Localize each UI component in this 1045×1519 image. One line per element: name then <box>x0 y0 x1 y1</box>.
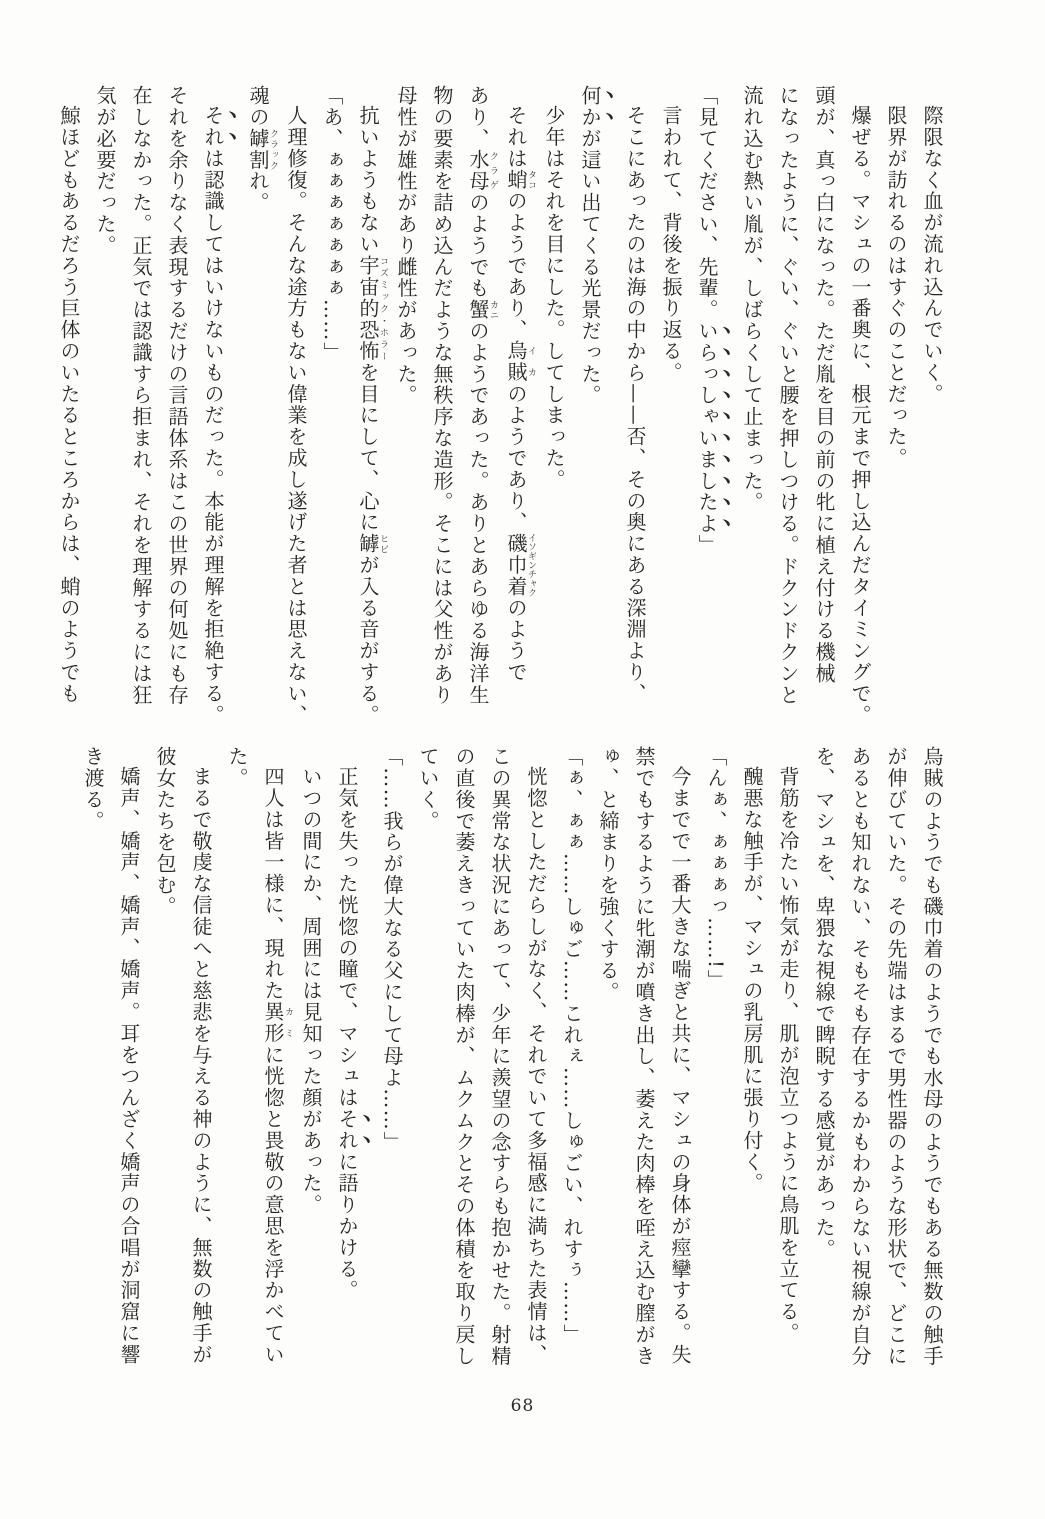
text-line: 言われて、背後を振り返る。 <box>659 105 683 384</box>
text-line: ゅ、と締まりを強くする。 <box>596 746 620 1003</box>
text-line: この異常な状況にあって、少年に羨望の念すらも抱かせた。射精 <box>488 746 512 1367</box>
text-line: 「んぁ、ぁぁぁっ……!」 <box>704 746 728 991</box>
text-line: それを余りなく表現するだけの言語体系はこの世界の何処にも存 <box>165 85 189 706</box>
text-line: 気が必要だった。 <box>93 85 117 257</box>
text-line: まるで敬虔な信徒へと慈悲を与える神のように、無数の触手が <box>189 766 213 1366</box>
text-line: そこにあったのは海の中から——否、その奥にある深淵より、 <box>623 105 647 705</box>
text-line: 限界が訪れるのはすぐのことだった。 <box>884 105 908 469</box>
text-line: になったように、ぐい、ぐいと腰を押しつける。ドクンドクンと <box>776 85 800 706</box>
text-line: 何かが這い出てくる光景だった。 <box>578 85 602 407</box>
text-line: 嬌声、嬌声、嬌声、嬌声。耳をつんざく嬌声の合唱が洞窟に響 <box>117 766 141 1366</box>
emphasized-text: 何か <box>578 85 602 128</box>
text-line: を、マシュを、卑猥な視線で睥睨する感覚があった。 <box>812 746 836 1260</box>
text-line: 禁でもするように牝潮が噴き出し、萎えた肉棒を咥え込む膣がき <box>632 746 656 1367</box>
upper-text-block <box>57 85 950 737</box>
text-line: 魂の罅割クラックれ。 <box>246 85 278 214</box>
text-line: あるとも知れない、そもそも存在するかもわからない視線が自分 <box>848 746 872 1367</box>
text-line: 四人は皆一様に、現れた異形カミに恍惚と畏敬の意思を浮かべてい <box>261 766 293 1366</box>
ruby-annotated-word: 宇宙的恐怖コズミック・ホラー <box>356 254 388 362</box>
text-line: あり、水母クラゲのようでも蟹カニのようであった。ありとあらゆる海洋生 <box>466 85 498 706</box>
text-line: それは蛸タコのようであり、烏賊イカのようであり、磯巾着イソギンチャクのようで <box>504 105 536 683</box>
text-line: 少年はそれを目にした。してしまった。 <box>542 105 566 491</box>
text-line: 「あ、ぁぁぁぁぁぁぁ……」 <box>320 85 344 364</box>
emphasized-text: いらっしゃいましたよ <box>695 320 719 535</box>
text-line: た。 <box>225 746 249 789</box>
text-line: 烏賊のようでも磯巾着のようでも水母のようでもある無数の触手 <box>920 746 944 1367</box>
text-line: それは認識してはいけないものだった。本能が理解を拒絶する。 <box>201 105 225 726</box>
text-line: いつの間にか、周囲には見知った顔があった。 <box>299 766 323 1216</box>
text-line: 彼女たちを包む。 <box>153 746 177 918</box>
text-line: の直後で萎えきっていた肉棒が、ムクムクとその体積を取り戻し <box>452 746 476 1367</box>
text-line: 人理修復。そんな途方もない偉業を成し遂げた者とは思えない、 <box>284 105 308 726</box>
text-line: 今までで一番大きな喘ぎと共に、マシュの身体が痙攣する。失 <box>668 766 692 1366</box>
text-line: 正気を失った恍惚の瞳で、マシュはそれに語りかける。 <box>335 766 359 1302</box>
text-line: 背筋を冷たい怖気が走り、肌が泡立つように鳥肌を立てる。 <box>776 766 800 1344</box>
text-line: 物の要素を詰め込んだような無秩序な造形。そこには父性があり <box>430 85 454 706</box>
ruby-annotated-word: 蟹カニ <box>466 299 498 321</box>
text-line: 鯨ほどもあるだろう巨体のいたるところからは、蛸のようでも <box>57 105 81 705</box>
ruby-annotated-word: 水母クラゲ <box>466 149 498 193</box>
ruby-annotated-word: 蛸タコ <box>504 169 536 191</box>
text-line: 「ぁ、ぁぁ……しゅご……これぇ……しゅごい、れすぅ……」 <box>560 746 584 1346</box>
text-line: 際限なく血が流れ込んでいく。 <box>920 105 944 405</box>
text-line: 在しなかった。正気では認識すら拒まれ、それを理解するには狂 <box>129 85 153 706</box>
ruby-annotated-word: 烏賊イカ <box>504 340 536 384</box>
text-line: 流れ込む熱い胤が、しばらくして止まった。 <box>740 85 764 513</box>
text-line: 醜悪な触手が、マシュの乳房肌に張り付く。 <box>740 766 764 1194</box>
ruby-annotated-word: 磯巾着イソギンチャク <box>504 533 536 598</box>
ruby-annotated-word: 罅割クラック <box>246 127 278 171</box>
emphasized-text: それ <box>335 1108 359 1152</box>
text-line: き渡る。 <box>81 746 105 832</box>
emphasized-text: それ <box>201 105 225 148</box>
text-line: 頭が、真っ白になった。ただ胤を目の前の牝に植え付ける機械 <box>812 85 836 685</box>
text-line: 「……我らが偉大なる父にして母よ……」 <box>380 746 404 1153</box>
lower-text-block <box>81 746 950 1398</box>
text-line: 抗いようもない宇宙的恐怖コズミック・ホラーを目にして、心に罅ヒビが入る音がする。 <box>356 105 388 726</box>
ruby-annotated-word: 罅ヒビ <box>356 533 388 555</box>
text-line: 母性が雄性があり雌性があった。 <box>394 85 418 406</box>
text-line: 恍惚としただらしがなく、それでいて多福感に満ちた表情は、 <box>524 766 548 1366</box>
text-line: が伸びていた。その先端はまるで男性器のような形状で、どこに <box>884 746 908 1367</box>
text-line: ていく。 <box>416 746 440 832</box>
text-line: 爆ぜる。マシュの一番奥に、根元まで押し込んだタイミングで。 <box>848 105 872 726</box>
text-line: 「見てください、先輩。いらっしゃいましたよ」 <box>695 85 719 556</box>
page-number: 68 <box>510 1396 535 1416</box>
ruby-annotated-word: 異形カミ <box>261 1001 293 1045</box>
